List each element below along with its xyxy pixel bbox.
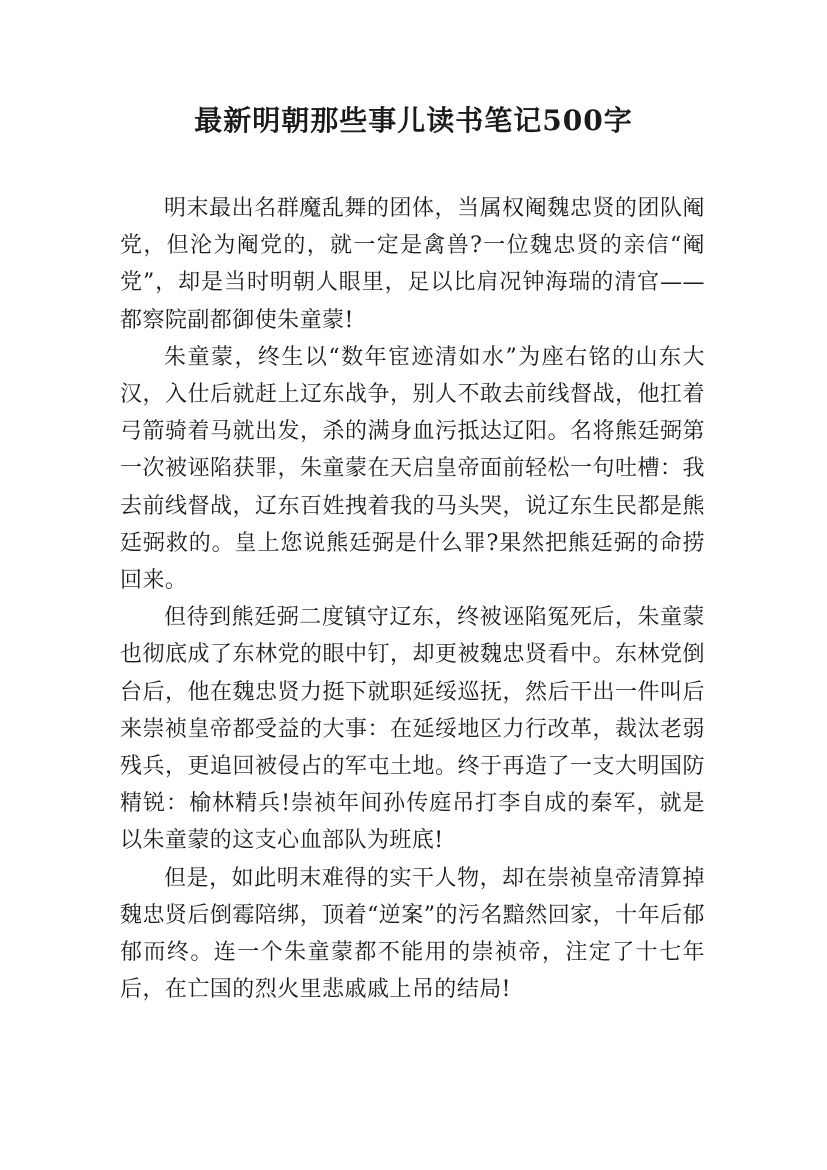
document-body — [120, 190, 705, 1008]
paragraph-3: 但待到熊廷弼二度镇守辽东，终被诬陷冤死后，朱童蒙也彻底成了东林党的眼中钉，却更被魏忠贤看中。东林党倒台后，他在魏忠贤力挺下就职延绥巡抚，然后干出一件叫后来崇祯皇帝都受益的大事：在延绥地区力行改革，裁汰老弱残兵，更追回被侵占的军屯土地。终于再造了一支大明国防精锐：榆林精兵!崇祯年间孙传庭吊打李自成的秦军，就是以朱童蒙的这支心血部队为班底! — [120, 605, 705, 854]
paragraph-2: 朱童蒙，终生以“数年宦迹清如水”为座右铭的山东大汉，入仕后就赶上辽东战争，别人不敢去前线督战，他扛着弓箭骑着马就出发，杀的满身血污抵达辽阳。名将熊廷弼第一次被诬陷获罪，朱童蒙在天启皇帝面前轻松一句吐槽：我去前线督战，辽东百姓拽着我的马头哭，说辽东生民都是熊廷弼救的。皇上您说熊廷弼是什么罪?果然把熊廷弼的命捞回来。 — [120, 344, 705, 594]
paragraph-4: 但是，如此明末难得的实干人物，却在崇祯皇帝清算掉魏忠贤后倒霉陪绑，顶着“逆案”的污名黯然回家，十年后郁郁而终。连一个朱童蒙都不能用的崇祯帝，注定了十七年后，在亡国的烈火里悲戚戚上吊的结局! — [120, 865, 705, 1003]
paragraph-1: 明末最出名群魔乱舞的团体，当属权阉魏忠贤的团队阉党，但沦为阉党的，就一定是禽兽?一位魏忠贤的亲信“阉党”，却是当时明朝人眼里，足以比肩况钟海瑞的清官——都察院副都御使朱童蒙! — [120, 196, 705, 333]
document-title: 最新明朝那些事儿读书笔记500字 — [194, 104, 633, 137]
